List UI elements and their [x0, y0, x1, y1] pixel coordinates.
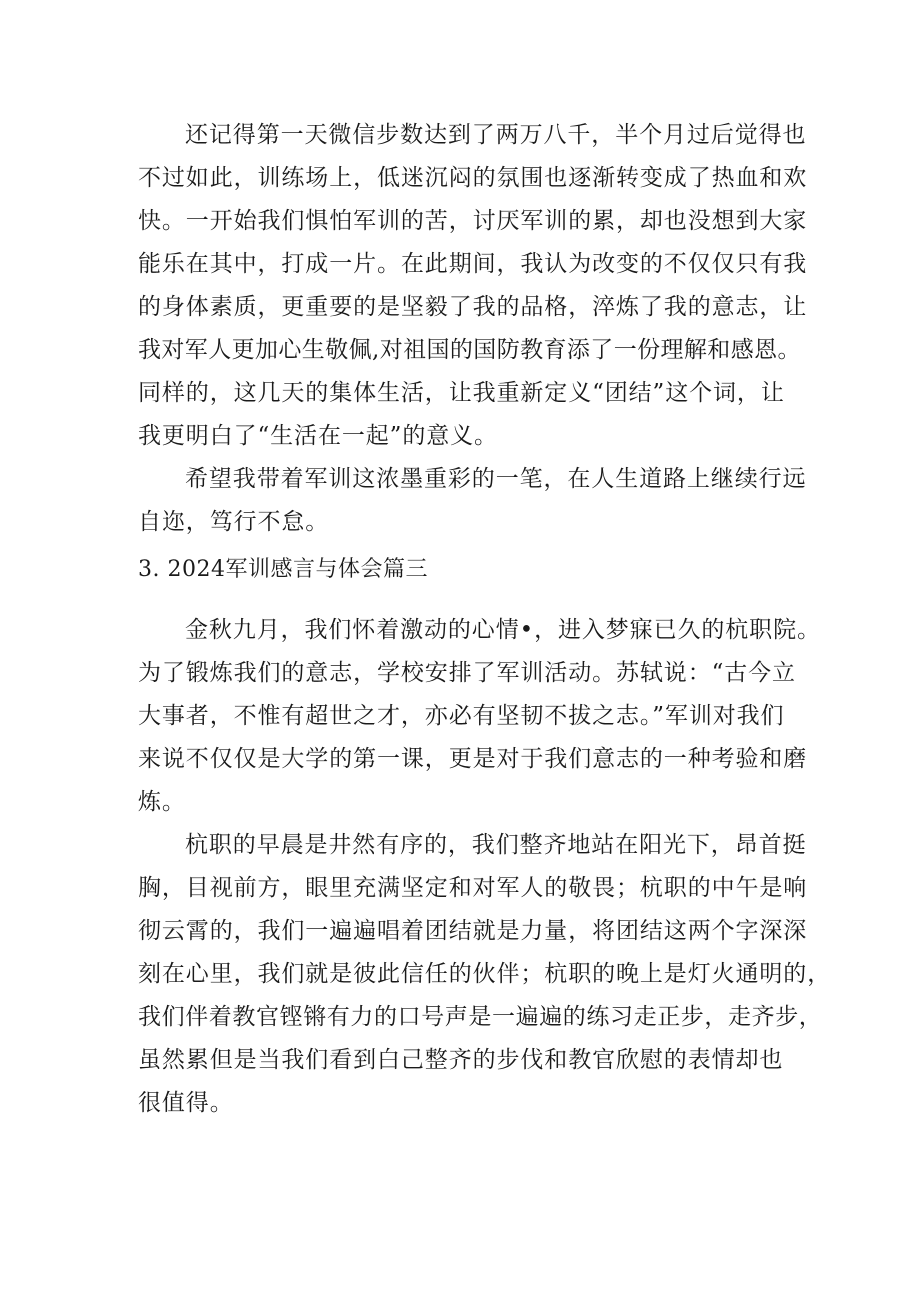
- text-line: 不过如此，训练场上，低迷沉闷的氛围也逐渐转变成了热血和欢: [138, 165, 808, 191]
- text-line: 快。一开始我们惧怕军训的苦，讨厌军训的累，却也没想到大家: [138, 208, 808, 234]
- text-line: 炼。: [138, 789, 186, 815]
- text-line: 我更明白了“生活在一起”的意义。: [138, 423, 498, 449]
- text-line: 我们伴着教官铿锵有力的口号声是一遍遍的练习走正步，走齐步，: [138, 1004, 823, 1030]
- text-line: 同样的，这几天的集体生活，让我重新定义“团结”这个词，让: [138, 380, 785, 406]
- text-line: 大事者，不惟有超世之才，亦必有坚韧不拔之志。”军训对我们: [138, 703, 785, 729]
- text-line: 自迩，笃行不怠。: [138, 509, 330, 535]
- text-line: 能乐在其中，打成一片。在此期间，我认为改变的不仅仅只有我: [138, 251, 808, 277]
- text-line: 杭职的早晨是井然有序的，我们整齐地站在阳光下，昂首挺: [185, 832, 807, 858]
- text-line: 很值得。: [138, 1090, 234, 1116]
- text-line: 彻云霄的，我们一遍遍唱着团结就是力量，将团结这两个字深深: [138, 918, 808, 944]
- text-line: 胸，目视前方，眼里充满坚定和对军人的敬畏；杭职的中午是响: [138, 875, 808, 901]
- text-line: 还记得第一天微信步数达到了两万八千，半个月过后觉得也: [185, 122, 807, 148]
- text-line: 金秋九月，我们怀着激动的心情•，进入梦寐已久的杭职院。: [185, 617, 821, 643]
- section-heading: 3. 2024军训感言与体会篇三: [138, 557, 428, 582]
- text-line: 为了锻炼我们的意志，学校安排了军训活动。苏轼说：“古今立: [138, 660, 796, 686]
- text-line: 刻在心里，我们就是彼此信任的伙伴；杭职的晚上是灯火通明的，: [138, 961, 832, 987]
- text-line: 我对军人更加心生敬佩,对祖国的国防教育添了一份理解和感恩。: [138, 337, 801, 363]
- text-line: 虽然累但是当我们看到白己整齐的步伐和教官欣慰的表情却也: [138, 1047, 784, 1073]
- text-line: 的身体素质，更重要的是坚毅了我的品格，淬炼了我的意志，让: [138, 294, 808, 320]
- text-line: 来说不仅仅是大学的第一课，更是对于我们意志的一种考验和磨: [138, 746, 808, 772]
- text-line: 希望我带着军训这浓墨重彩的一笔，在人生道路上继续行远: [185, 466, 807, 492]
